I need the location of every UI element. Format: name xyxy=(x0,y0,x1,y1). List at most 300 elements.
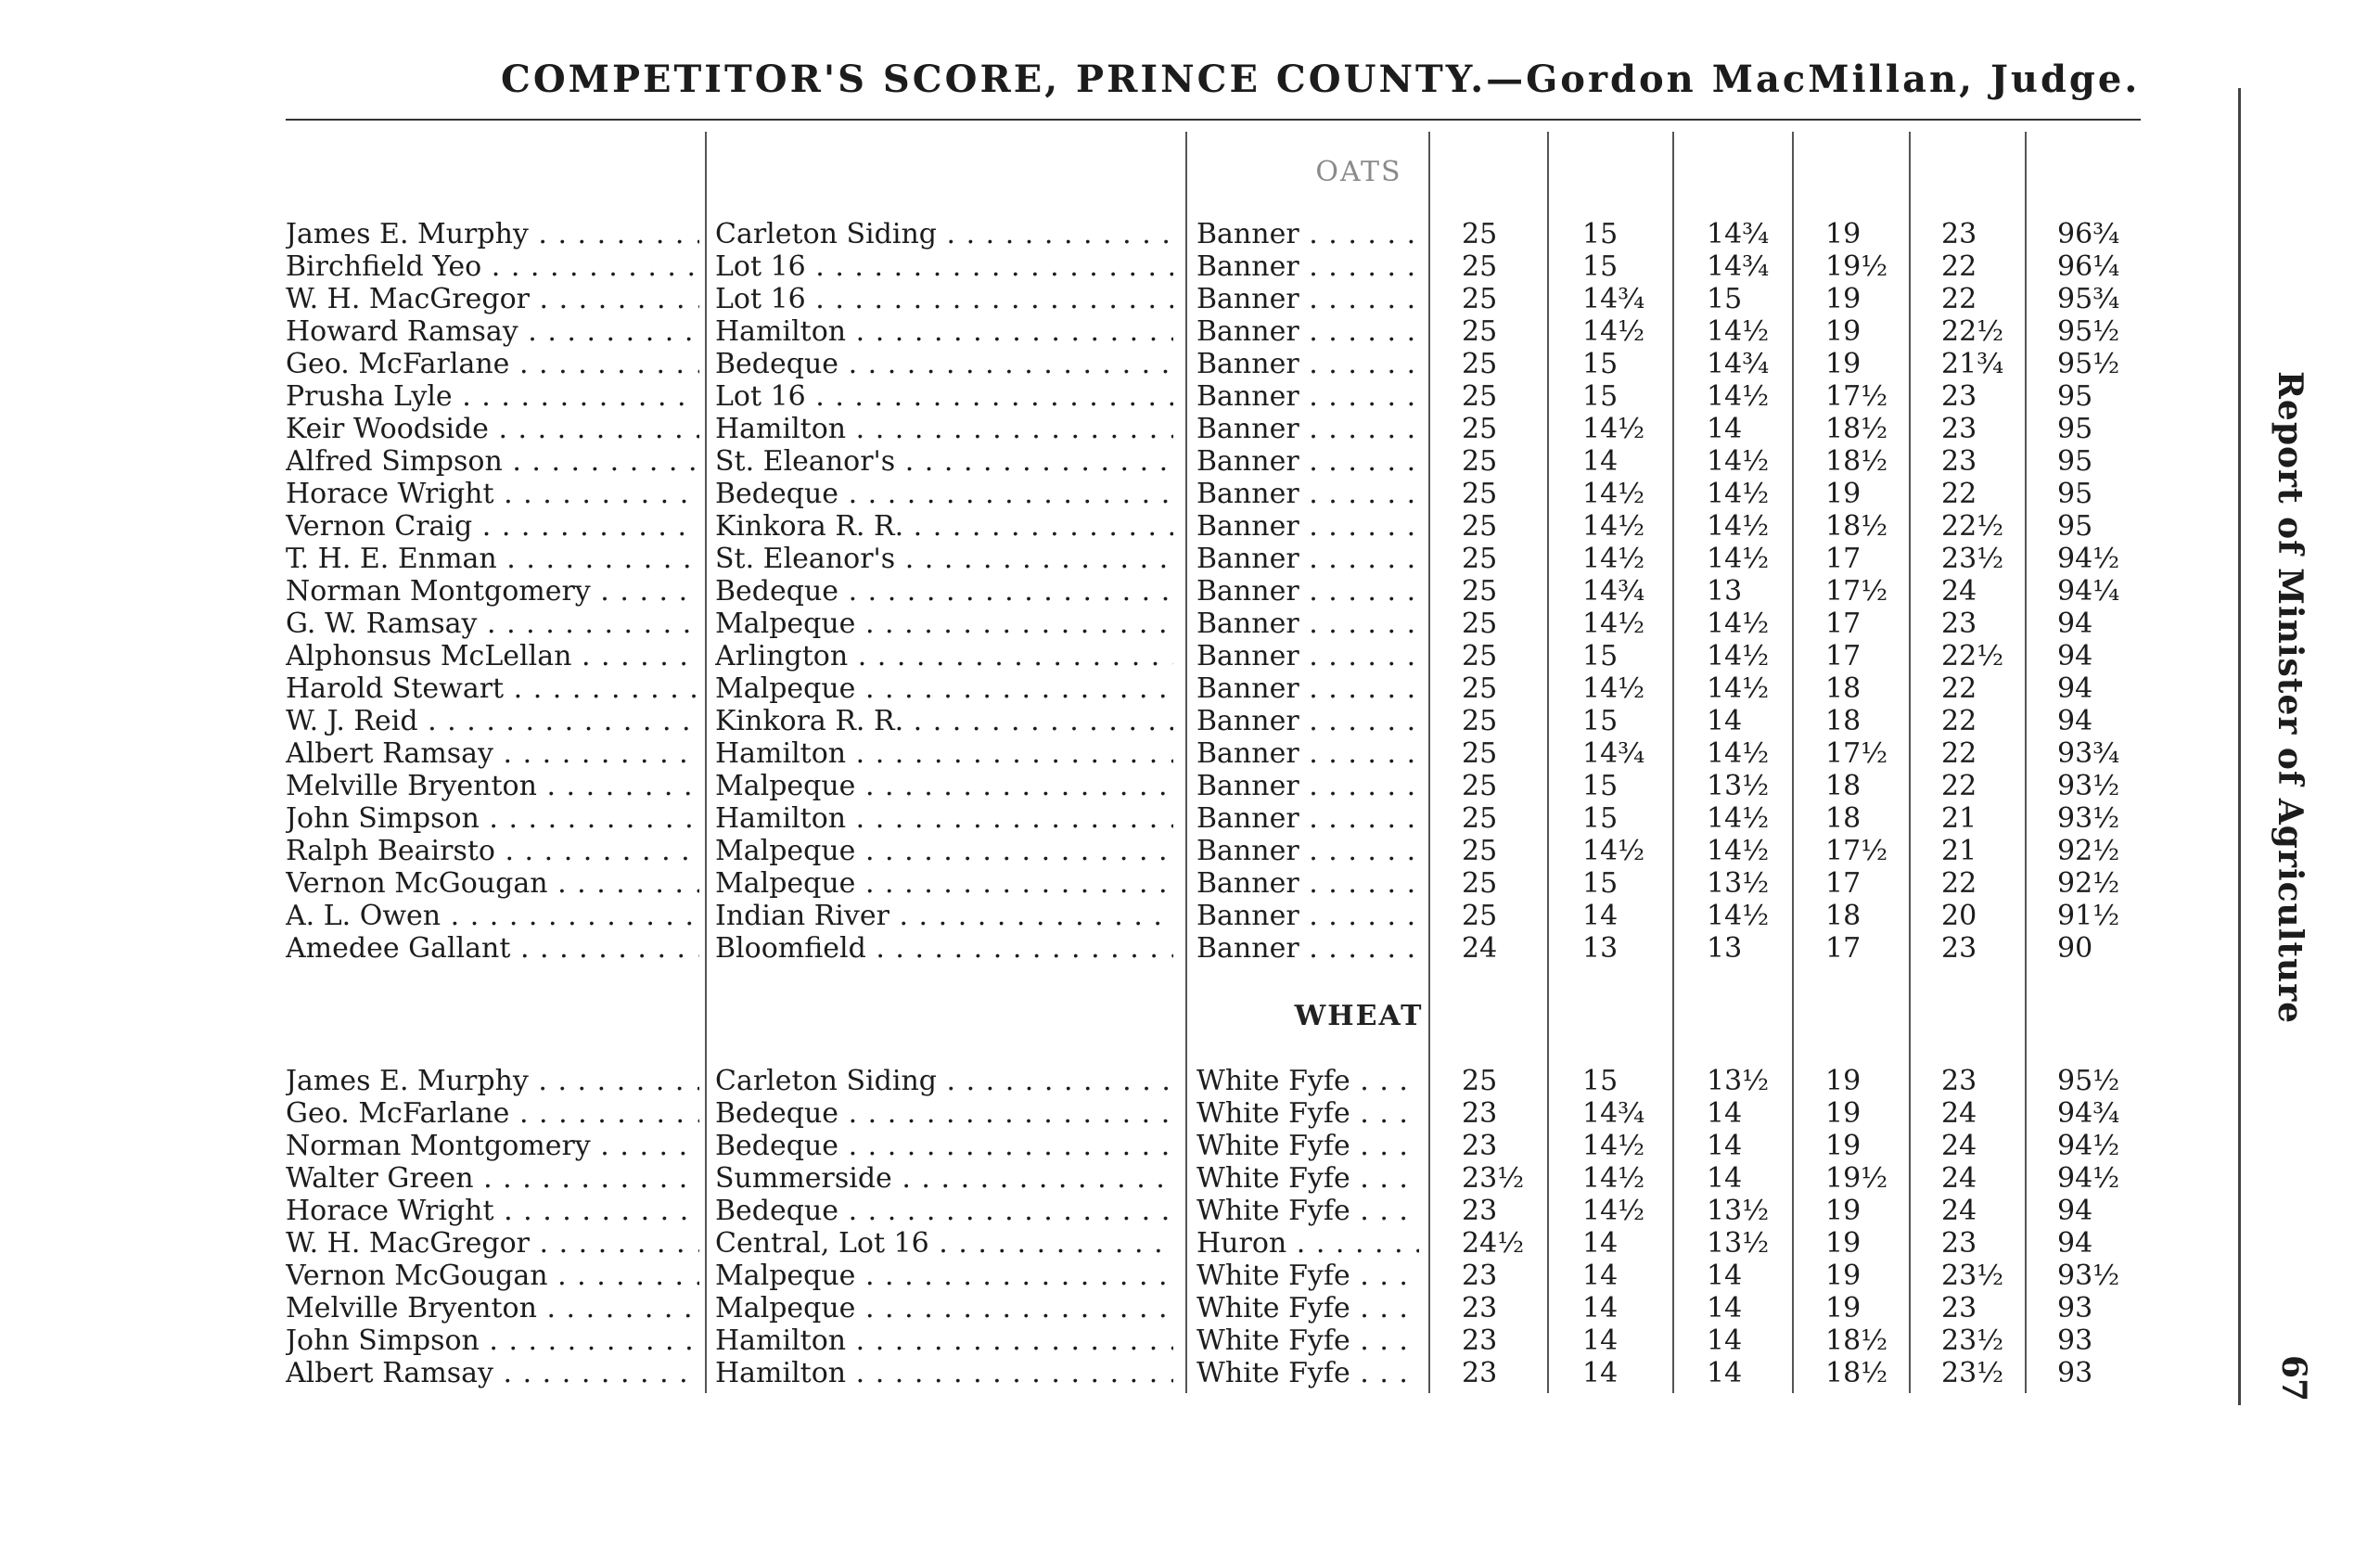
variety: White Fyfe . . . xyxy=(1196,1195,1419,1227)
score-3: 14½ xyxy=(1707,445,1770,478)
score-5: 23 xyxy=(1941,1292,1977,1324)
score-3: 14½ xyxy=(1707,737,1770,770)
score-total: 95 xyxy=(2057,478,2093,510)
score-2: 14 xyxy=(1582,1357,1619,1389)
score-3: 13 xyxy=(1707,575,1743,608)
score-5: 22½ xyxy=(1941,510,2004,543)
score-3: 14½ xyxy=(1707,478,1770,510)
score-2: 15 xyxy=(1582,770,1619,802)
score-total: 94 xyxy=(2057,1195,2093,1227)
score-5: 22 xyxy=(1941,705,1977,737)
score-5: 22 xyxy=(1941,672,1977,705)
competitor-name: T. H. E. Enman . . . xyxy=(286,543,699,575)
score-4: 17 xyxy=(1825,640,1862,672)
variety: Banner . . . xyxy=(1196,250,1419,283)
variety: Banner . . . xyxy=(1196,218,1419,250)
score-5: 23½ xyxy=(1941,1324,2004,1357)
score-4: 19 xyxy=(1825,283,1862,315)
competitor-name: Norman Montgomery . . . xyxy=(286,575,699,608)
location: Bedeque . . . xyxy=(715,348,1173,380)
score-total: 92½ xyxy=(2057,867,2120,900)
score-3: 13½ xyxy=(1707,770,1770,802)
score-2: 14½ xyxy=(1582,672,1645,705)
score-total: 94 xyxy=(2057,1227,2093,1260)
score-4: 19 xyxy=(1825,1065,1862,1097)
score-total: 93½ xyxy=(2057,802,2120,835)
score-2: 15 xyxy=(1582,640,1619,672)
score-4: 17½ xyxy=(1825,835,1888,867)
score-1: 25 xyxy=(1462,900,1498,932)
section-heading-wheat: WHEAT xyxy=(1294,1000,1424,1032)
score-total: 96¼ xyxy=(2057,250,2120,283)
score-3: 14½ xyxy=(1707,510,1770,543)
score-2: 14½ xyxy=(1582,1162,1645,1195)
competitor-name: Horace Wright . . . xyxy=(286,478,699,510)
location: Lot 16 . . . xyxy=(715,380,1173,413)
score-2: 14½ xyxy=(1582,315,1645,348)
column-divider xyxy=(1547,132,1549,1393)
score-3: 13½ xyxy=(1707,1195,1770,1227)
score-4: 18½ xyxy=(1825,510,1888,543)
score-total: 94 xyxy=(2057,640,2093,672)
variety: Banner . . . xyxy=(1196,835,1419,867)
score-3: 14 xyxy=(1707,1324,1743,1357)
variety: Banner . . . xyxy=(1196,640,1419,672)
score-4: 19 xyxy=(1825,1227,1862,1260)
score-total: 94 xyxy=(2057,705,2093,737)
score-3: 14½ xyxy=(1707,672,1770,705)
score-total: 95 xyxy=(2057,380,2093,413)
score-4: 19 xyxy=(1825,348,1862,380)
score-1: 25 xyxy=(1462,640,1498,672)
score-4: 19 xyxy=(1825,218,1862,250)
competitor-name: Horace Wright . . . xyxy=(286,1195,699,1227)
score-3: 14 xyxy=(1707,705,1743,737)
score-5: 22½ xyxy=(1941,315,2004,348)
score-1: 25 xyxy=(1462,1065,1498,1097)
competitor-name: Ralph Beairsto . . . xyxy=(286,835,699,867)
score-2: 14½ xyxy=(1582,413,1645,445)
column-divider xyxy=(1792,132,1794,1393)
score-2: 14¾ xyxy=(1582,575,1645,608)
competitor-name: Harold Stewart . . . xyxy=(286,672,699,705)
score-2: 14¾ xyxy=(1582,283,1645,315)
score-5: 22 xyxy=(1941,283,1977,315)
score-5: 23 xyxy=(1941,445,1977,478)
competitor-name: Geo. McFarlane . . . xyxy=(286,348,699,380)
page-number: 67 xyxy=(2274,1354,2313,1402)
variety: White Fyfe . . . xyxy=(1196,1357,1419,1389)
score-4: 19 xyxy=(1825,1097,1862,1130)
score-4: 17½ xyxy=(1825,575,1888,608)
competitor-name: Melville Bryenton . . . xyxy=(286,770,699,802)
location: St. Eleanor's . . . xyxy=(715,445,1173,478)
score-1: 24 xyxy=(1462,932,1498,965)
competitor-name: Norman Montgomery . . . xyxy=(286,1130,699,1162)
score-5: 24 xyxy=(1941,1195,1977,1227)
score-4: 19 xyxy=(1825,315,1862,348)
section-heading-oats: OATS xyxy=(1315,156,1402,188)
score-3: 14½ xyxy=(1707,640,1770,672)
score-2: 14 xyxy=(1582,1260,1619,1292)
location: Kinkora R. R. . . . xyxy=(715,705,1173,737)
location: Malpeque . . . xyxy=(715,1292,1173,1324)
score-total: 90 xyxy=(2057,932,2093,965)
competitor-name: Melville Bryenton . . . xyxy=(286,1292,699,1324)
score-2: 14½ xyxy=(1582,1195,1645,1227)
score-3: 14½ xyxy=(1707,900,1770,932)
location: Indian River . . . xyxy=(715,900,1173,932)
score-2: 14½ xyxy=(1582,1130,1645,1162)
score-4: 18 xyxy=(1825,900,1862,932)
score-4: 18 xyxy=(1825,705,1862,737)
score-total: 94 xyxy=(2057,672,2093,705)
competitor-name: John Simpson . . . xyxy=(286,802,699,835)
competitor-name: A. L. Owen . . . xyxy=(286,900,699,932)
score-total: 94 xyxy=(2057,608,2093,640)
variety: Huron . . . xyxy=(1196,1227,1419,1260)
score-total: 94½ xyxy=(2057,1130,2120,1162)
location: Lot 16 . . . xyxy=(715,250,1173,283)
score-total: 93¾ xyxy=(2057,737,2120,770)
score-2: 15 xyxy=(1582,218,1619,250)
score-1: 23 xyxy=(1462,1097,1498,1130)
score-5: 23 xyxy=(1941,1227,1977,1260)
score-4: 19 xyxy=(1825,1130,1862,1162)
score-total: 94¾ xyxy=(2057,1097,2120,1130)
score-1: 25 xyxy=(1462,445,1498,478)
variety: White Fyfe . . . xyxy=(1196,1292,1419,1324)
score-2: 14 xyxy=(1582,900,1619,932)
score-4: 19 xyxy=(1825,1292,1862,1324)
score-5: 22 xyxy=(1941,478,1977,510)
score-1: 25 xyxy=(1462,835,1498,867)
score-total: 93½ xyxy=(2057,770,2120,802)
score-2: 15 xyxy=(1582,348,1619,380)
score-total: 95½ xyxy=(2057,348,2120,380)
location: Bedeque . . . xyxy=(715,575,1173,608)
location: Malpeque . . . xyxy=(715,672,1173,705)
score-total: 95½ xyxy=(2057,315,2120,348)
score-2: 14½ xyxy=(1582,543,1645,575)
competitor-name: Walter Green . . . xyxy=(286,1162,699,1195)
score-total: 95¾ xyxy=(2057,283,2120,315)
score-5: 23½ xyxy=(1941,543,2004,575)
title-rule xyxy=(286,119,2141,121)
column-divider xyxy=(1428,132,1430,1393)
score-5: 22½ xyxy=(1941,640,2004,672)
competitor-name: James E. Murphy . . . xyxy=(286,1065,699,1097)
location: Malpeque . . . xyxy=(715,770,1173,802)
score-2: 14¾ xyxy=(1582,1097,1645,1130)
score-5: 23 xyxy=(1941,932,1977,965)
competitor-name: Alphonsus McLellan . . . xyxy=(286,640,699,672)
location: Malpeque . . . xyxy=(715,867,1173,900)
location: Hamilton . . . xyxy=(715,802,1173,835)
competitor-name: Vernon McGougan . . . xyxy=(286,867,699,900)
location: St. Eleanor's . . . xyxy=(715,543,1173,575)
score-1: 25 xyxy=(1462,705,1498,737)
competitor-name: John Simpson . . . xyxy=(286,1324,699,1357)
variety: White Fyfe . . . xyxy=(1196,1130,1419,1162)
competitor-name: Vernon Craig . . . xyxy=(286,510,699,543)
score-2: 14 xyxy=(1582,445,1619,478)
score-4: 17 xyxy=(1825,608,1862,640)
score-total: 92½ xyxy=(2057,835,2120,867)
score-3: 13 xyxy=(1707,932,1743,965)
variety: Banner . . . xyxy=(1196,478,1419,510)
variety: White Fyfe . . . xyxy=(1196,1260,1419,1292)
score-1: 23 xyxy=(1462,1195,1498,1227)
score-4: 17 xyxy=(1825,932,1862,965)
score-3: 14¾ xyxy=(1707,218,1770,250)
variety: Banner . . . xyxy=(1196,802,1419,835)
column-divider xyxy=(705,132,707,1393)
score-2: 14 xyxy=(1582,1227,1619,1260)
score-3: 14½ xyxy=(1707,543,1770,575)
score-total: 91½ xyxy=(2057,900,2120,932)
score-2: 13 xyxy=(1582,932,1619,965)
location: Malpeque . . . xyxy=(715,608,1173,640)
location: Bedeque . . . xyxy=(715,478,1173,510)
location: Bedeque . . . xyxy=(715,1195,1173,1227)
variety: Banner . . . xyxy=(1196,608,1419,640)
location: Malpeque . . . xyxy=(715,835,1173,867)
score-1: 23 xyxy=(1462,1130,1498,1162)
score-total: 93 xyxy=(2057,1357,2093,1389)
score-5: 24 xyxy=(1941,1162,1977,1195)
score-1: 25 xyxy=(1462,348,1498,380)
variety: Banner . . . xyxy=(1196,510,1419,543)
variety: Banner . . . xyxy=(1196,737,1419,770)
score-1: 25 xyxy=(1462,510,1498,543)
competitor-name: Amedee Gallant . . . xyxy=(286,932,699,965)
score-1: 23 xyxy=(1462,1357,1498,1389)
competitor-name: Albert Ramsay . . . xyxy=(286,1357,699,1389)
variety: White Fyfe . . . xyxy=(1196,1097,1419,1130)
score-3: 14 xyxy=(1707,413,1743,445)
competitor-name: James E. Murphy . . . xyxy=(286,218,699,250)
competitor-name: Geo. McFarlane . . . xyxy=(286,1097,699,1130)
score-total: 94½ xyxy=(2057,543,2120,575)
location: Carleton Siding . . . xyxy=(715,218,1173,250)
score-3: 14½ xyxy=(1707,802,1770,835)
location: Arlington . . . xyxy=(715,640,1173,672)
competitor-name: Prusha Lyle . . . xyxy=(286,380,699,413)
score-2: 14 xyxy=(1582,1292,1619,1324)
column-divider xyxy=(1185,132,1187,1393)
score-4: 18½ xyxy=(1825,445,1888,478)
score-total: 93 xyxy=(2057,1324,2093,1357)
score-1: 25 xyxy=(1462,543,1498,575)
score-5: 22 xyxy=(1941,867,1977,900)
competitor-name: Keir Woodside . . . xyxy=(286,413,699,445)
location: Central, Lot 16 . . . xyxy=(715,1227,1173,1260)
score-1: 25 xyxy=(1462,413,1498,445)
score-1: 25 xyxy=(1462,575,1498,608)
location: Hamilton . . . xyxy=(715,1357,1173,1389)
score-4: 18 xyxy=(1825,802,1862,835)
score-1: 25 xyxy=(1462,283,1498,315)
page-title: COMPETITOR'S SCORE, PRINCE COUNTY.—Gordon MacMillan, Judge. xyxy=(501,58,2141,101)
score-2: 15 xyxy=(1582,705,1619,737)
score-2: 15 xyxy=(1582,1065,1619,1097)
score-3: 14 xyxy=(1707,1292,1743,1324)
variety: Banner . . . xyxy=(1196,575,1419,608)
score-3: 14¾ xyxy=(1707,250,1770,283)
score-5: 23 xyxy=(1941,413,1977,445)
location: Malpeque . . . xyxy=(715,1260,1173,1292)
variety: Banner . . . xyxy=(1196,348,1419,380)
score-2: 14½ xyxy=(1582,835,1645,867)
score-5: 23½ xyxy=(1941,1357,2004,1389)
competitor-name: W. H. MacGregor . . . xyxy=(286,1227,699,1260)
competitor-name: Vernon McGougan . . . xyxy=(286,1260,699,1292)
score-3: 14 xyxy=(1707,1260,1743,1292)
score-5: 21¾ xyxy=(1941,348,2004,380)
score-3: 14½ xyxy=(1707,835,1770,867)
variety: Banner . . . xyxy=(1196,380,1419,413)
score-1: 25 xyxy=(1462,867,1498,900)
score-1: 23 xyxy=(1462,1292,1498,1324)
score-1: 23½ xyxy=(1462,1162,1525,1195)
score-1: 25 xyxy=(1462,672,1498,705)
score-3: 14 xyxy=(1707,1162,1743,1195)
score-3: 14¾ xyxy=(1707,348,1770,380)
side-caption: Report of Minister of Agriculture xyxy=(2271,371,2310,1025)
location: Bedeque . . . xyxy=(715,1097,1173,1130)
score-2: 15 xyxy=(1582,802,1619,835)
variety: Banner . . . xyxy=(1196,543,1419,575)
score-1: 25 xyxy=(1462,770,1498,802)
location: Carleton Siding . . . xyxy=(715,1065,1173,1097)
score-2: 15 xyxy=(1582,867,1619,900)
location: Hamilton . . . xyxy=(715,315,1173,348)
variety: Banner . . . xyxy=(1196,770,1419,802)
competitor-name: W. H. MacGregor . . . xyxy=(286,283,699,315)
location: Summerside . . . xyxy=(715,1162,1173,1195)
variety: Banner . . . xyxy=(1196,283,1419,315)
score-1: 25 xyxy=(1462,608,1498,640)
score-2: 14½ xyxy=(1582,478,1645,510)
score-2: 14 xyxy=(1582,1324,1619,1357)
competitor-name: Howard Ramsay . . . xyxy=(286,315,699,348)
score-3: 14½ xyxy=(1707,608,1770,640)
variety: Banner . . . xyxy=(1196,445,1419,478)
variety: Banner . . . xyxy=(1196,315,1419,348)
score-1: 23 xyxy=(1462,1324,1498,1357)
score-1: 25 xyxy=(1462,380,1498,413)
score-1: 25 xyxy=(1462,315,1498,348)
score-total: 96¾ xyxy=(2057,218,2120,250)
score-4: 19½ xyxy=(1825,250,1888,283)
location: Lot 16 . . . xyxy=(715,283,1173,315)
variety: Banner . . . xyxy=(1196,672,1419,705)
competitor-name: W. J. Reid . . . xyxy=(286,705,699,737)
location: Hamilton . . . xyxy=(715,737,1173,770)
score-5: 21 xyxy=(1941,835,1977,867)
score-1: 25 xyxy=(1462,802,1498,835)
location: Hamilton . . . xyxy=(715,413,1173,445)
score-total: 95 xyxy=(2057,445,2093,478)
location: Kinkora R. R. . . . xyxy=(715,510,1173,543)
column-divider xyxy=(2025,132,2027,1393)
score-4: 18½ xyxy=(1825,413,1888,445)
score-5: 24 xyxy=(1941,1130,1977,1162)
score-1: 23 xyxy=(1462,1260,1498,1292)
score-1: 25 xyxy=(1462,478,1498,510)
score-total: 94½ xyxy=(2057,1162,2120,1195)
score-4: 17 xyxy=(1825,543,1862,575)
score-4: 19½ xyxy=(1825,1162,1888,1195)
score-2: 15 xyxy=(1582,250,1619,283)
score-3: 14½ xyxy=(1707,380,1770,413)
score-total: 95 xyxy=(2057,413,2093,445)
variety: Banner . . . xyxy=(1196,705,1419,737)
variety: White Fyfe . . . xyxy=(1196,1162,1419,1195)
score-5: 22 xyxy=(1941,770,1977,802)
score-4: 19 xyxy=(1825,1195,1862,1227)
variety: White Fyfe . . . xyxy=(1196,1065,1419,1097)
score-5: 23½ xyxy=(1941,1260,2004,1292)
competitor-name: Alfred Simpson . . . xyxy=(286,445,699,478)
score-5: 20 xyxy=(1941,900,1977,932)
score-4: 19 xyxy=(1825,478,1862,510)
variety: Banner . . . xyxy=(1196,900,1419,932)
score-1: 25 xyxy=(1462,218,1498,250)
competitor-name: G. W. Ramsay . . . xyxy=(286,608,699,640)
score-5: 24 xyxy=(1941,575,1977,608)
score-4: 18½ xyxy=(1825,1324,1888,1357)
column-divider xyxy=(1672,132,1674,1393)
score-total: 93½ xyxy=(2057,1260,2120,1292)
location: Bloomfield . . . xyxy=(715,932,1173,965)
competitor-name: Albert Ramsay . . . xyxy=(286,737,699,770)
score-2: 14¾ xyxy=(1582,737,1645,770)
score-4: 18 xyxy=(1825,770,1862,802)
score-3: 15 xyxy=(1707,283,1743,315)
score-total: 94¼ xyxy=(2057,575,2120,608)
score-3: 14 xyxy=(1707,1097,1743,1130)
score-1: 25 xyxy=(1462,737,1498,770)
score-1: 24½ xyxy=(1462,1227,1525,1260)
score-5: 21 xyxy=(1941,802,1977,835)
score-5: 23 xyxy=(1941,218,1977,250)
score-2: 15 xyxy=(1582,380,1619,413)
score-5: 22 xyxy=(1941,250,1977,283)
score-4: 18 xyxy=(1825,672,1862,705)
location: Hamilton . . . xyxy=(715,1324,1173,1357)
score-2: 14½ xyxy=(1582,510,1645,543)
score-5: 23 xyxy=(1941,608,1977,640)
score-3: 14½ xyxy=(1707,315,1770,348)
score-3: 13½ xyxy=(1707,867,1770,900)
variety: White Fyfe . . . xyxy=(1196,1324,1419,1357)
score-3: 14 xyxy=(1707,1130,1743,1162)
variety: Banner . . . xyxy=(1196,867,1419,900)
score-3: 13½ xyxy=(1707,1227,1770,1260)
column-divider xyxy=(1909,132,1911,1393)
score-total: 95½ xyxy=(2057,1065,2120,1097)
score-total: 93 xyxy=(2057,1292,2093,1324)
score-4: 17½ xyxy=(1825,380,1888,413)
score-3: 13½ xyxy=(1707,1065,1770,1097)
score-4: 19 xyxy=(1825,1260,1862,1292)
score-1: 25 xyxy=(1462,250,1498,283)
location: Bedeque . . . xyxy=(715,1130,1173,1162)
score-5: 23 xyxy=(1941,1065,1977,1097)
page-margin-rule xyxy=(2238,88,2241,1405)
